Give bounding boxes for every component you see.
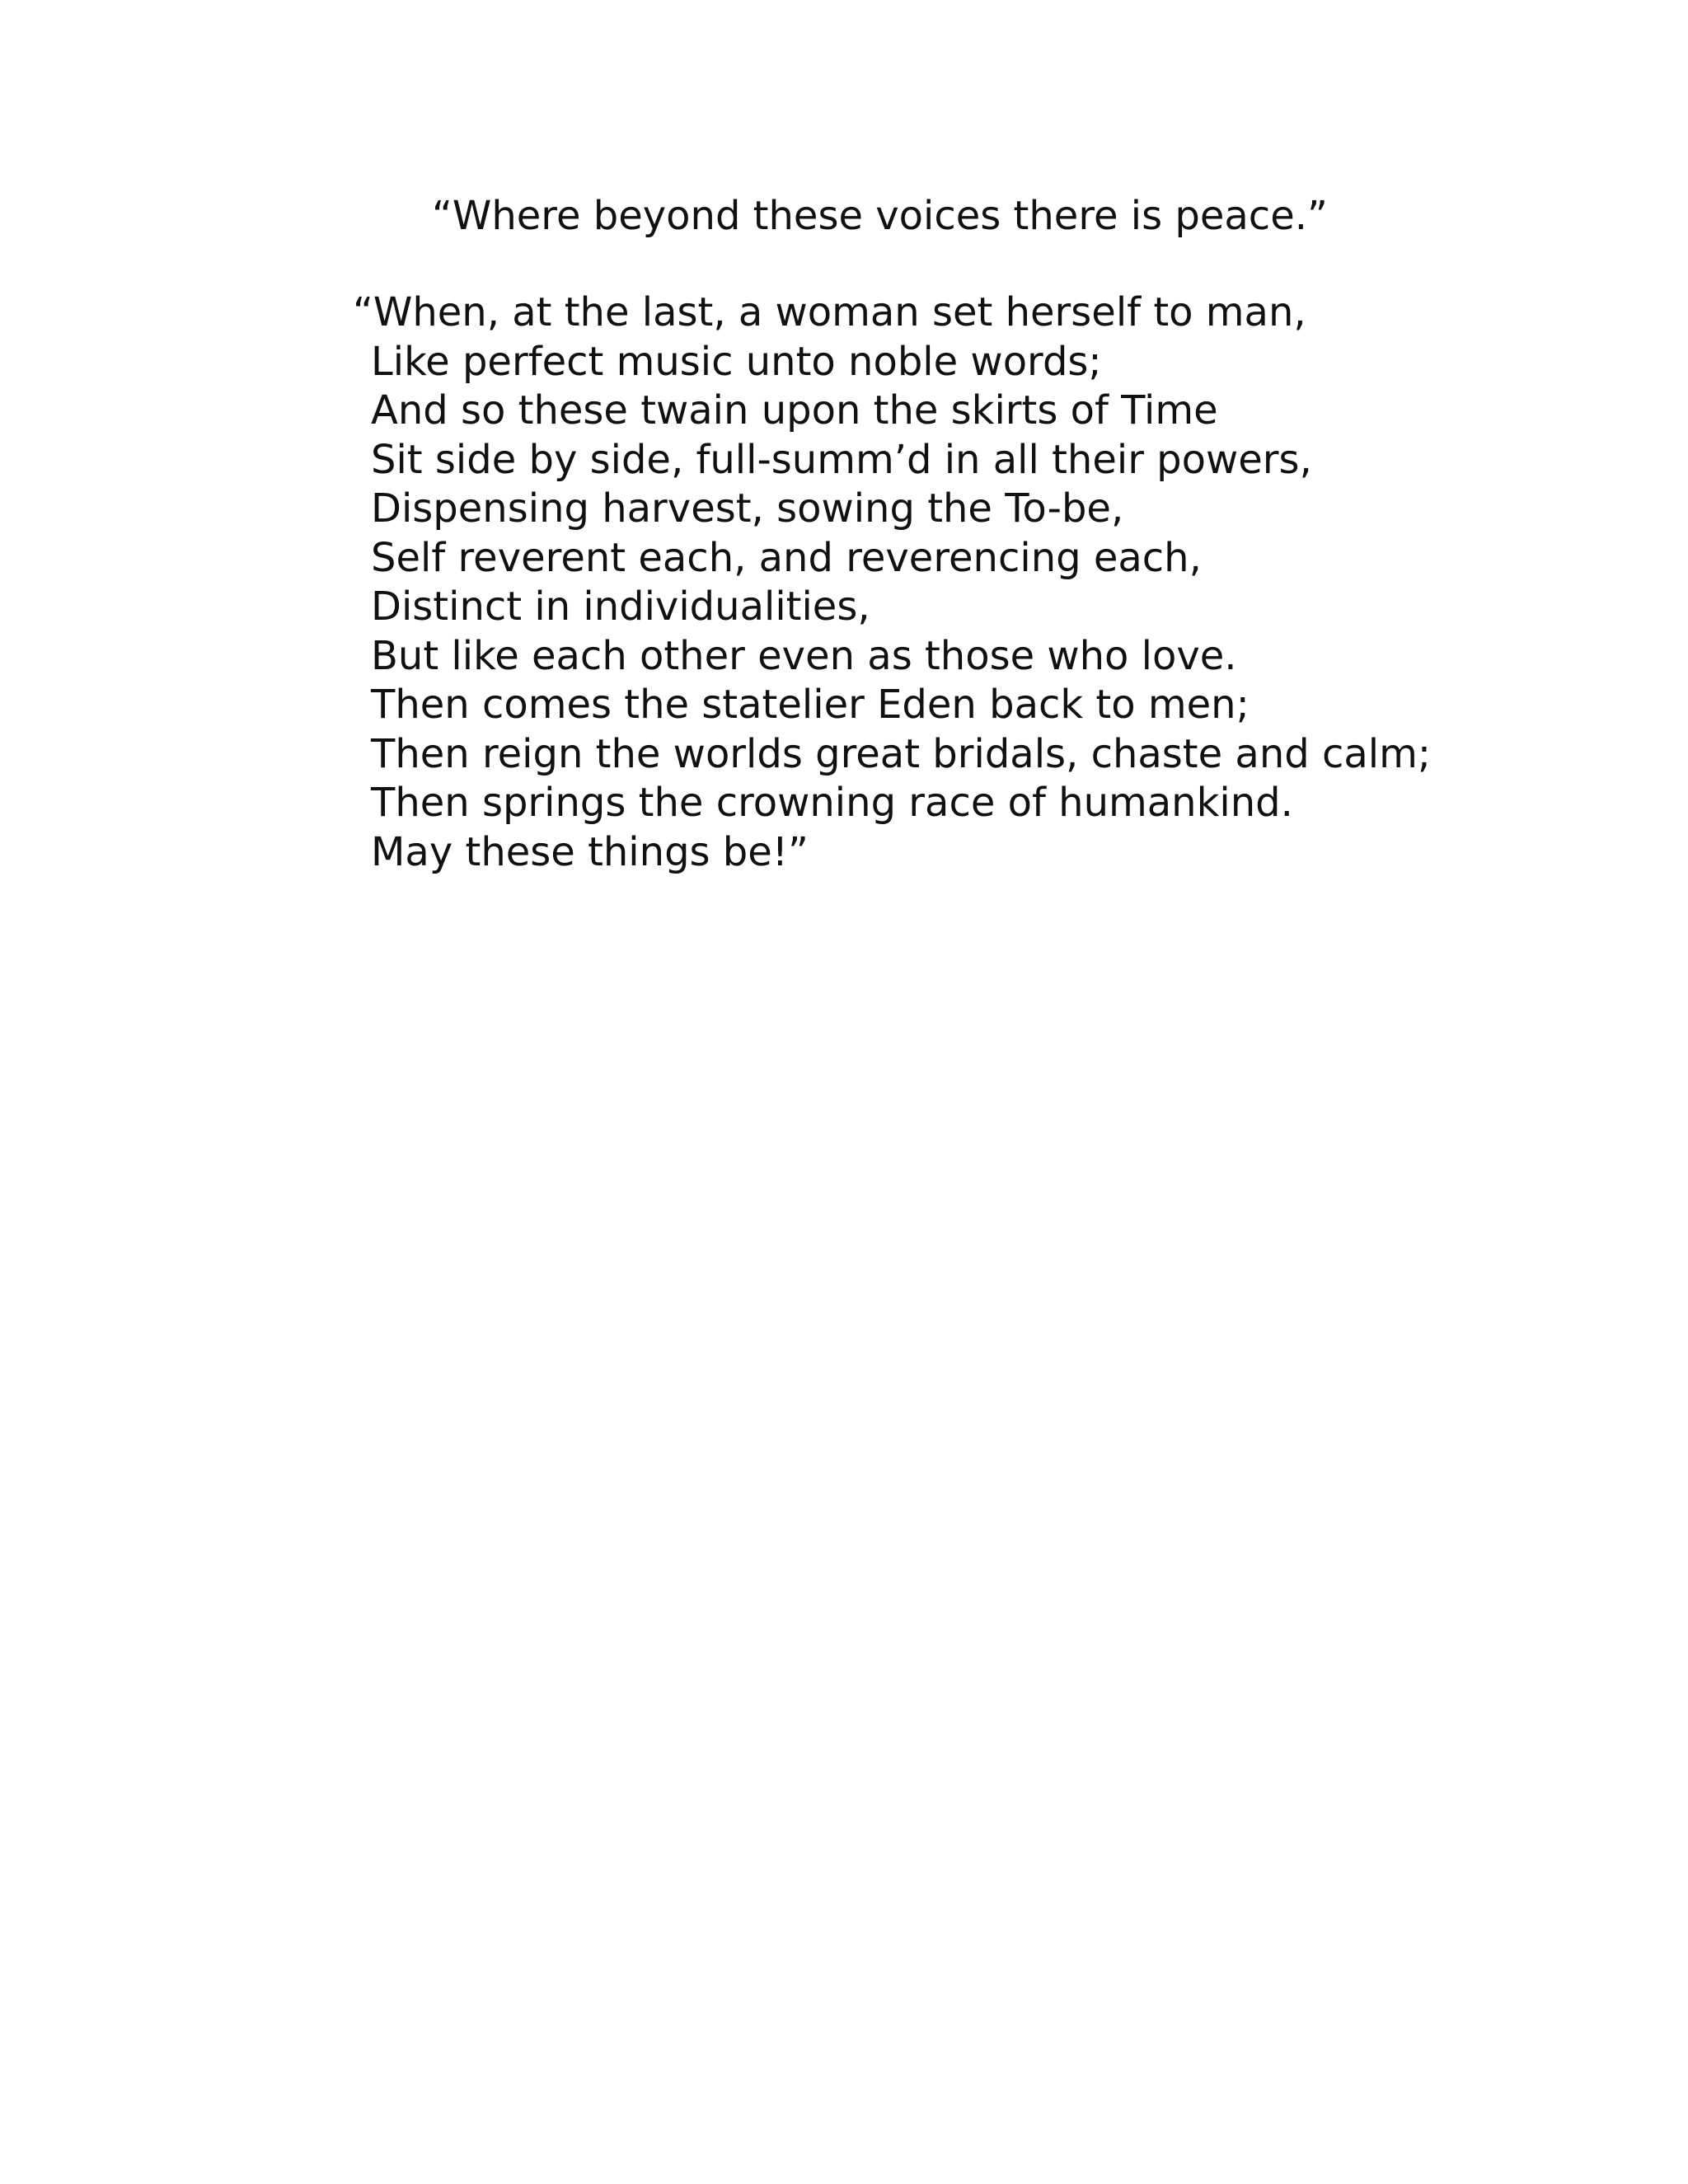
poem-stanza <box>353 288 1431 877</box>
epigraph-line: “Where beyond these voices there is peace.” <box>432 193 1328 239</box>
poem-line: Then springs the crowning race of humankind. <box>371 780 1293 826</box>
poem-line: Sit side by side, full-summ’d in all their powers, <box>371 436 1312 483</box>
poem-line: May these things be!” <box>371 828 809 875</box>
poem-line: Self reverent each, and reverencing each, <box>371 534 1202 581</box>
poem-line: And so these twain upon the skirts of Time <box>371 387 1218 434</box>
poem-line: Then comes the statelier Eden back to men; <box>371 682 1250 728</box>
poem-line: Then reign the worlds great bridals, chaste and calm; <box>371 730 1432 777</box>
poem-line: Distinct in individualities, <box>371 583 870 630</box>
poem-line: Like perfect music unto noble words; <box>371 338 1102 385</box>
poem-line: Dispensing harvest, sowing the To-be, <box>371 485 1124 532</box>
poem-line: “When, at the last, a woman set herself to man, <box>353 289 1306 335</box>
poem-line: But like each other even as those who love. <box>371 632 1237 679</box>
